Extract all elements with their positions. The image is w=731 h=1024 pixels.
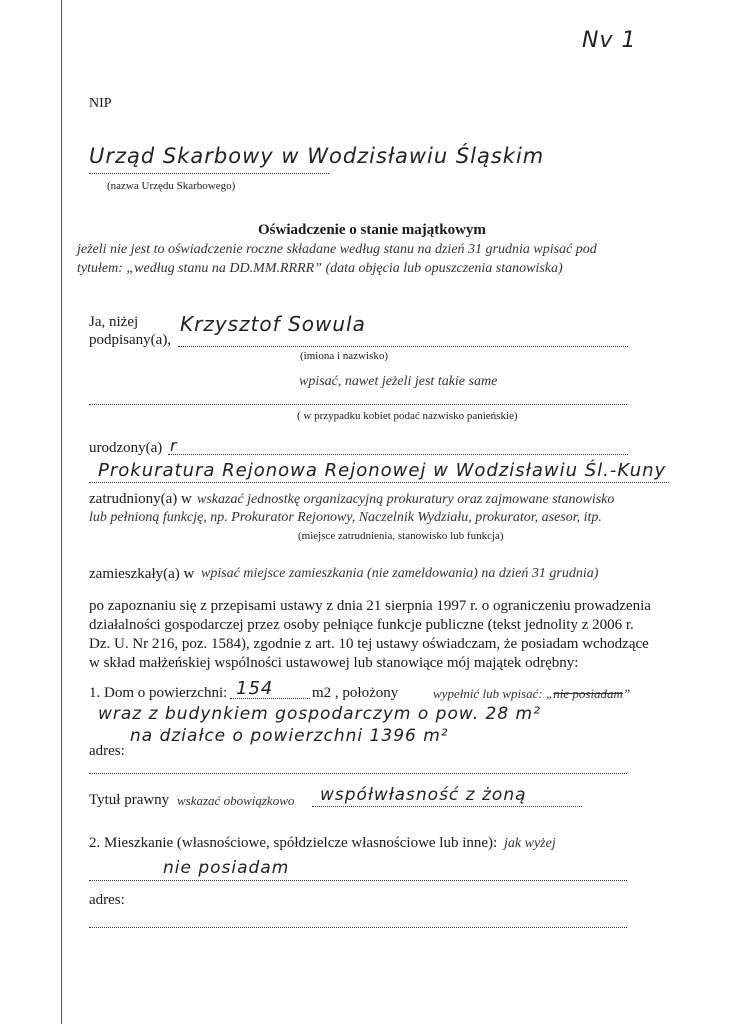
house-title-hint: wskazać obowiązkowo	[177, 793, 295, 808]
house-title-label: Tytuł prawny	[89, 792, 170, 808]
tax-office-handwritten: Urząd Skarbowy w Wodzisławiu Śląskim	[89, 144, 545, 168]
employment-handwritten: Prokuratura Rejonowa Rejonowej w Wodzisławiu Śl.-Kuny	[98, 460, 667, 481]
flat-dotted-line	[89, 880, 627, 881]
statement-line-2: działalności gospodarczej przez osoby pełniące funkcje publiczne (tekst jednolity z 2006 r.	[89, 617, 634, 633]
flat-label: 2. Mieszkanie (własnościowe, spółdzielcze własnościowe lub inne):	[89, 835, 498, 851]
flat-handwritten: nie posiadam	[163, 858, 290, 878]
maiden-name-caption: ( w przypadku kobiet podać nazwisko panieńskie)	[297, 410, 518, 422]
house-label: 1. Dom o powierzchni:	[89, 685, 228, 701]
employed-hint-line-2: lub pełnioną funkcję, np. Prokurator Rejonowy, Naczelnik Wydziału, prokurator, asesor, itp.	[89, 510, 602, 525]
house-title-handwritten: współwłasność z żoną	[320, 785, 527, 805]
born-dotted-line	[168, 454, 628, 455]
document-title: Oświadczenie o stanie majątkowym	[258, 222, 486, 238]
house-note-handwritten-2: na działce o powierzchni 1396 m²	[130, 726, 449, 746]
born-handwritten: r	[170, 436, 178, 455]
residence-label: zamieszkały(a) w	[89, 566, 195, 582]
statement-line-3: Dz. U. Nr 216, poz. 1584), zgodnie z art. 10 tej ustawy oświadczam, że posiadam wchodzące	[89, 636, 649, 652]
statement-line-4: w skład małżeńskiej wspólności ustawowej lub stanowiące mój majątek odrębny:	[89, 655, 579, 671]
house-title-dotted-line	[312, 806, 582, 807]
binding-margin-line	[61, 0, 62, 1024]
employed-label: zatrudniony(a) w	[89, 491, 192, 507]
house-hint-close: ”	[622, 686, 631, 701]
statement-line-1: po zapoznaniu się z przepisami ustawy z dnia 21 sierpnia 1997 r. o ograniczeniu prowadzenia	[89, 598, 651, 614]
signatory-name-handwritten: Krzysztof Sowula	[180, 312, 366, 336]
house-hint-struck: nie posiadam	[553, 686, 623, 701]
tax-office-caption: (nazwa Urzędu Skarbowego)	[107, 180, 236, 192]
house-area-handwritten: 154	[236, 678, 274, 699]
flat-address-dotted-line	[89, 927, 627, 928]
house-unit: m2 , położony	[312, 685, 399, 701]
maiden-name-hint: wpisać, nawet jeżeli jest takie same	[299, 374, 498, 389]
employed-hint-line-1: wskazać jednostkę organizacyjną prokuratury oraz zajmowane stanowisko	[197, 492, 615, 507]
page-number-mark: Nv 1	[582, 28, 637, 53]
maiden-name-dotted-line	[89, 404, 627, 405]
names-caption: (imiona i nazwisko)	[300, 350, 388, 362]
house-note-handwritten-1: wraz z budynkiem gospodarczym o pow. 28 m²	[98, 704, 541, 724]
residence-hint: wpisać miejsce zamieszkania (nie zameldowania) na dzień 31 grudnia)	[201, 566, 599, 581]
tax-office-dotted-line	[89, 173, 329, 174]
born-label: urodzony(a)	[89, 440, 163, 456]
employed-caption: (miejsce zatrudnienia, stanowisko lub funkcja)	[298, 530, 504, 542]
house-hint-text: wypełnić lub wpisać: „	[433, 686, 554, 701]
house-address-dotted-line	[89, 773, 627, 774]
house-hint	[433, 686, 630, 702]
flat-hint: jak wyżej	[504, 836, 556, 851]
flat-address-label: adres:	[89, 892, 125, 908]
instruction-line-2: tytułem: „według stanu na DD.MM.RRRR” (data objęcia lub opuszczenia stanowiska)	[77, 261, 563, 276]
nip-label: NIP	[89, 96, 112, 111]
employment-dotted-line	[89, 482, 669, 483]
signatory-label-line-1: Ja, niżej	[89, 314, 139, 330]
instruction-line-1: jeżeli nie jest to oświadczenie roczne składane według stanu na dzień 31 grudnia wpisać pod	[77, 242, 597, 257]
signatory-name-dotted-line	[178, 346, 628, 347]
signatory-label-line-2: podpisany(a),	[89, 332, 172, 348]
house-area-dotted-line	[230, 698, 310, 699]
house-address-label: adres:	[89, 743, 125, 759]
